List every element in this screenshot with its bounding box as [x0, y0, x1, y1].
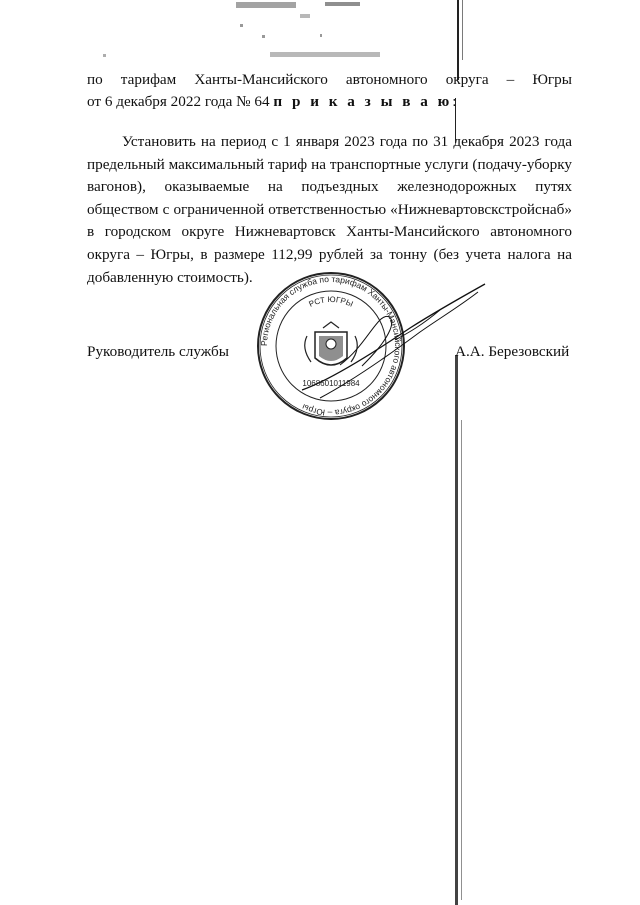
intro-word: по — [87, 71, 103, 88]
order-text: Установить на период с 1 января 2023 года по 31 декабря 2023 года предельный максимальный тариф на транспортные услуги (подачу-уборку вагонов), оказываемые на подъездных железнодорожных путях обществом с ограниченной ответственностью «Нижневартовскстройснаб» в городском округе Нижневартовск Ханты-Мансийского автономного округа – Югры, в размере 112,99 рублей за тонну (без учета налога на добавленную стоимость). — [87, 133, 572, 286]
intro-line-2 — [87, 91, 572, 113]
stamp-outer-text: Региональная служба по тарифам Ханты-Мансийского автономного округа – Югры — [258, 273, 404, 419]
intro-word: Ханты-Мансийского — [194, 71, 328, 88]
intro-line-1 — [87, 69, 572, 91]
stamp-number: 1068601011984 — [302, 379, 360, 388]
signatory-role: Руководитель службы — [87, 343, 229, 360]
intro-word: Югры — [532, 71, 572, 88]
intro-word: округа — [445, 71, 489, 88]
order-keyword: п р и к а з ы в а ю — [273, 93, 453, 110]
intro-word: – — [506, 71, 515, 88]
intro-colon: : — [452, 93, 457, 110]
intro-date-number: от 6 декабря 2022 года № 64 — [87, 93, 274, 110]
intro-word: тарифам — [120, 71, 177, 88]
intro-word: автономного — [345, 71, 428, 88]
order-paragraph — [87, 131, 572, 289]
stamp-center-text: РСТ ЮГРЫ — [307, 294, 355, 309]
signatory-name: А.А. Березовский — [455, 343, 570, 360]
